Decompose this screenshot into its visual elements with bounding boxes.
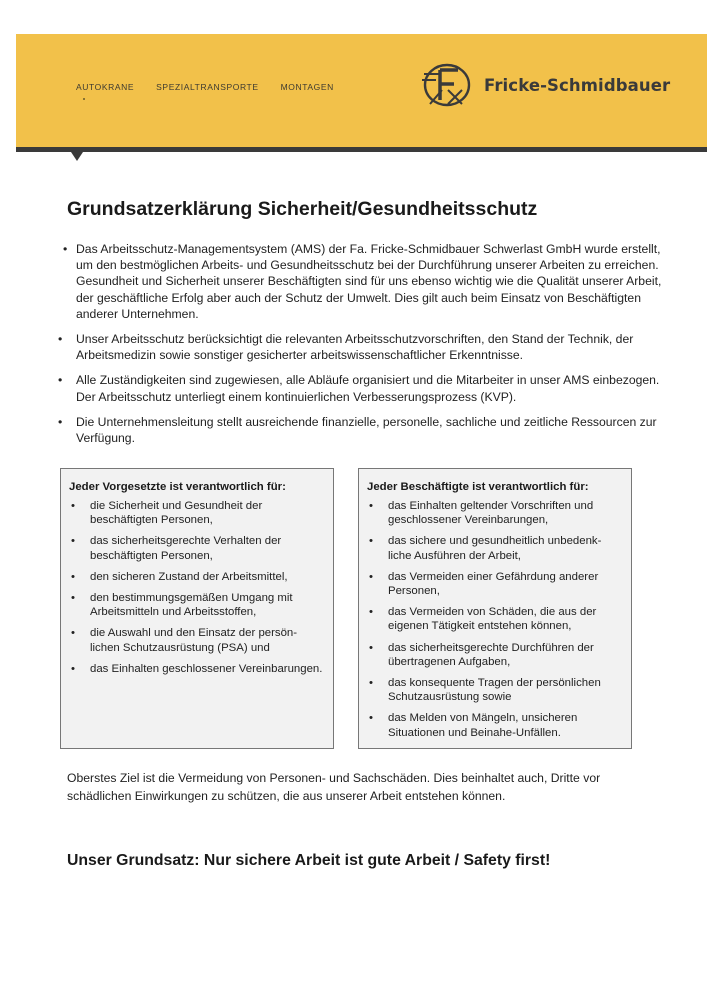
header-pointer-icon: [71, 152, 83, 161]
list-item: [69, 626, 325, 654]
list-item: [55, 331, 665, 363]
intro-list: [55, 241, 665, 455]
list-item: [367, 641, 623, 669]
list-item-text: das sicherheitsgerechte Verhalten der beschäftigten Personen,: [90, 535, 282, 562]
list-item-text: das Einhalten geschlossener Vereinbarungen.: [90, 662, 323, 675]
bullet-icon: •: [71, 570, 75, 583]
supervisor-responsibilities-box: [60, 468, 334, 749]
closing-paragraph: Oberstes Ziel ist die Vermeidung von Personen- und Sachschäden. Dies beinhaltet auch, Dritte vor schädlichen Einwirkungen zu schützen, die aus unserer Arbeit entstehen können.: [67, 771, 601, 803]
box-title: Jeder Vorgesetzte ist verantwortlich für:: [69, 481, 286, 493]
list-item: [55, 414, 665, 446]
bullet-icon: •: [71, 627, 75, 640]
list-item: [367, 676, 623, 704]
list-item-text: das konsequente Tragen der persönlichen Schutzausrüstung sowie: [388, 677, 601, 704]
bullet-icon: •: [369, 641, 373, 654]
bullet-icon: •: [71, 500, 75, 512]
brand-name: Fricke-Schmidbauer: [484, 75, 671, 95]
brand: [418, 60, 670, 110]
list-item: [367, 570, 623, 598]
list-item: [69, 499, 325, 527]
list-item-text: den bestimmungsgemäßen Umgang mit Arbeitsmitteln und Arbeitsstoffen,: [90, 592, 293, 619]
list-item-text: Alle Zuständigkeiten sind zugewiesen, alle Abläufe organisiert und die Mitarbeiter in unser AMS einbezogen. Der Arbeitsschutz unterliegt einem kontinuierlichen Verbesserungsprozess (KVP).: [76, 373, 660, 404]
list-item-text: die Sicherheit und Gesundheit der beschäftigten Personen,: [90, 500, 263, 527]
bullet-icon: •: [369, 500, 373, 512]
fs-logo-icon: [418, 60, 476, 110]
nav-montagen[interactable]: MONTAGEN: [280, 82, 334, 92]
list-item-text: die Auswahl und den Einsatz der persön-lichen Schutzausrüstung (PSA) und: [90, 627, 298, 654]
list-item: [367, 534, 623, 562]
header-nav: [76, 82, 334, 92]
header-dot: [83, 98, 85, 100]
list-item-text: Das Arbeitsschutz-Managementsystem (AMS) der Fa. Fricke-Schmidbauer Schwerlast GmbH wurde erstellt, um den bestmöglichen Arbeits- und Gesundheitsschutz bei der Durchführung unserer Arbeiten zu erreichen. Gesundheit und Sicherheit unserer Beschäftigten sind für uns ebenso wichtig wie die Qualität unserer Arbeit, der geschäftliche Erfolg aber auch der Schutz der Umwelt. Dies gilt auch beim Einsatz von Beschäftigten anderer Unternehmen.: [76, 242, 662, 321]
bullet-icon: •: [369, 712, 373, 725]
bullet-icon: •: [369, 535, 373, 548]
list-item: [367, 499, 623, 527]
bullet-icon: •: [63, 242, 68, 256]
bullet-icon: •: [71, 662, 75, 675]
list-item-text: das sichere und gesundheitlich unbedenk-liche Ausführen der Arbeit,: [388, 535, 602, 562]
nav-autokrane[interactable]: AUTOKRANE: [76, 82, 135, 92]
list-item: [367, 605, 623, 633]
bullet-icon: •: [369, 606, 373, 619]
list-item-text: das Vermeiden einer Gefährdung anderer Personen,: [388, 570, 599, 598]
box-list: [367, 499, 623, 740]
list-item: [69, 534, 325, 562]
box-title: Jeder Beschäftigte ist verantwortlich für:: [367, 481, 589, 493]
list-item-text: Unser Arbeitsschutz berücksichtigt die relevanten Arbeitsschutzvorschriften, den Stand der Technik, der Arbeitsmedizin sowie sonstiger gesicherter arbeitswissenschaftlicher Erkenntnisse.: [76, 332, 634, 363]
list-item-text: das Melden von Mängeln, unsicheren Situationen und Beinahe-Unfällen.: [388, 712, 578, 739]
bullet-icon: •: [58, 373, 63, 388]
page-title: Grundsatzerklärung Sicherheit/Gesundheitsschutz: [67, 198, 538, 220]
nav-spezialtransporte[interactable]: SPEZIALTRANSPORTE: [156, 82, 259, 92]
bullet-icon: •: [71, 592, 75, 605]
list-item: [55, 241, 665, 322]
list-item-text: das sicherheitsgerechte Durchführen der übertragenen Aufgaben,: [388, 641, 594, 668]
motto-heading: Unser Grundsatz: Nur sichere Arbeit ist gute Arbeit / Safety first!: [67, 852, 551, 869]
list-item-text: Die Unternehmensleitung stellt ausreichende finanzielle, personelle, sachliche und zeitliche Ressourcen zur Verfügung.: [76, 414, 657, 446]
list-item: [69, 570, 325, 584]
bullet-icon: •: [71, 535, 75, 548]
list-item: [69, 591, 325, 619]
list-item-text: das Einhalten geltender Vorschriften und geschlossener Vereinbarungen,: [388, 500, 594, 527]
bullet-icon: •: [369, 570, 373, 583]
list-item-text: den sicheren Zustand der Arbeitsmittel,: [90, 570, 288, 583]
list-item: [69, 662, 325, 676]
bullet-icon: •: [369, 677, 373, 690]
bullet-icon: •: [58, 332, 63, 347]
list-item-text: das Vermeiden von Schäden, die aus der eigenen Tätigkeit entstehen können,: [388, 606, 597, 633]
list-item: [367, 711, 623, 739]
bullet-icon: •: [58, 414, 63, 429]
list-item: [55, 372, 665, 404]
box-list: [69, 499, 325, 676]
employee-responsibilities-box: [358, 468, 632, 749]
header-band: [16, 34, 707, 152]
